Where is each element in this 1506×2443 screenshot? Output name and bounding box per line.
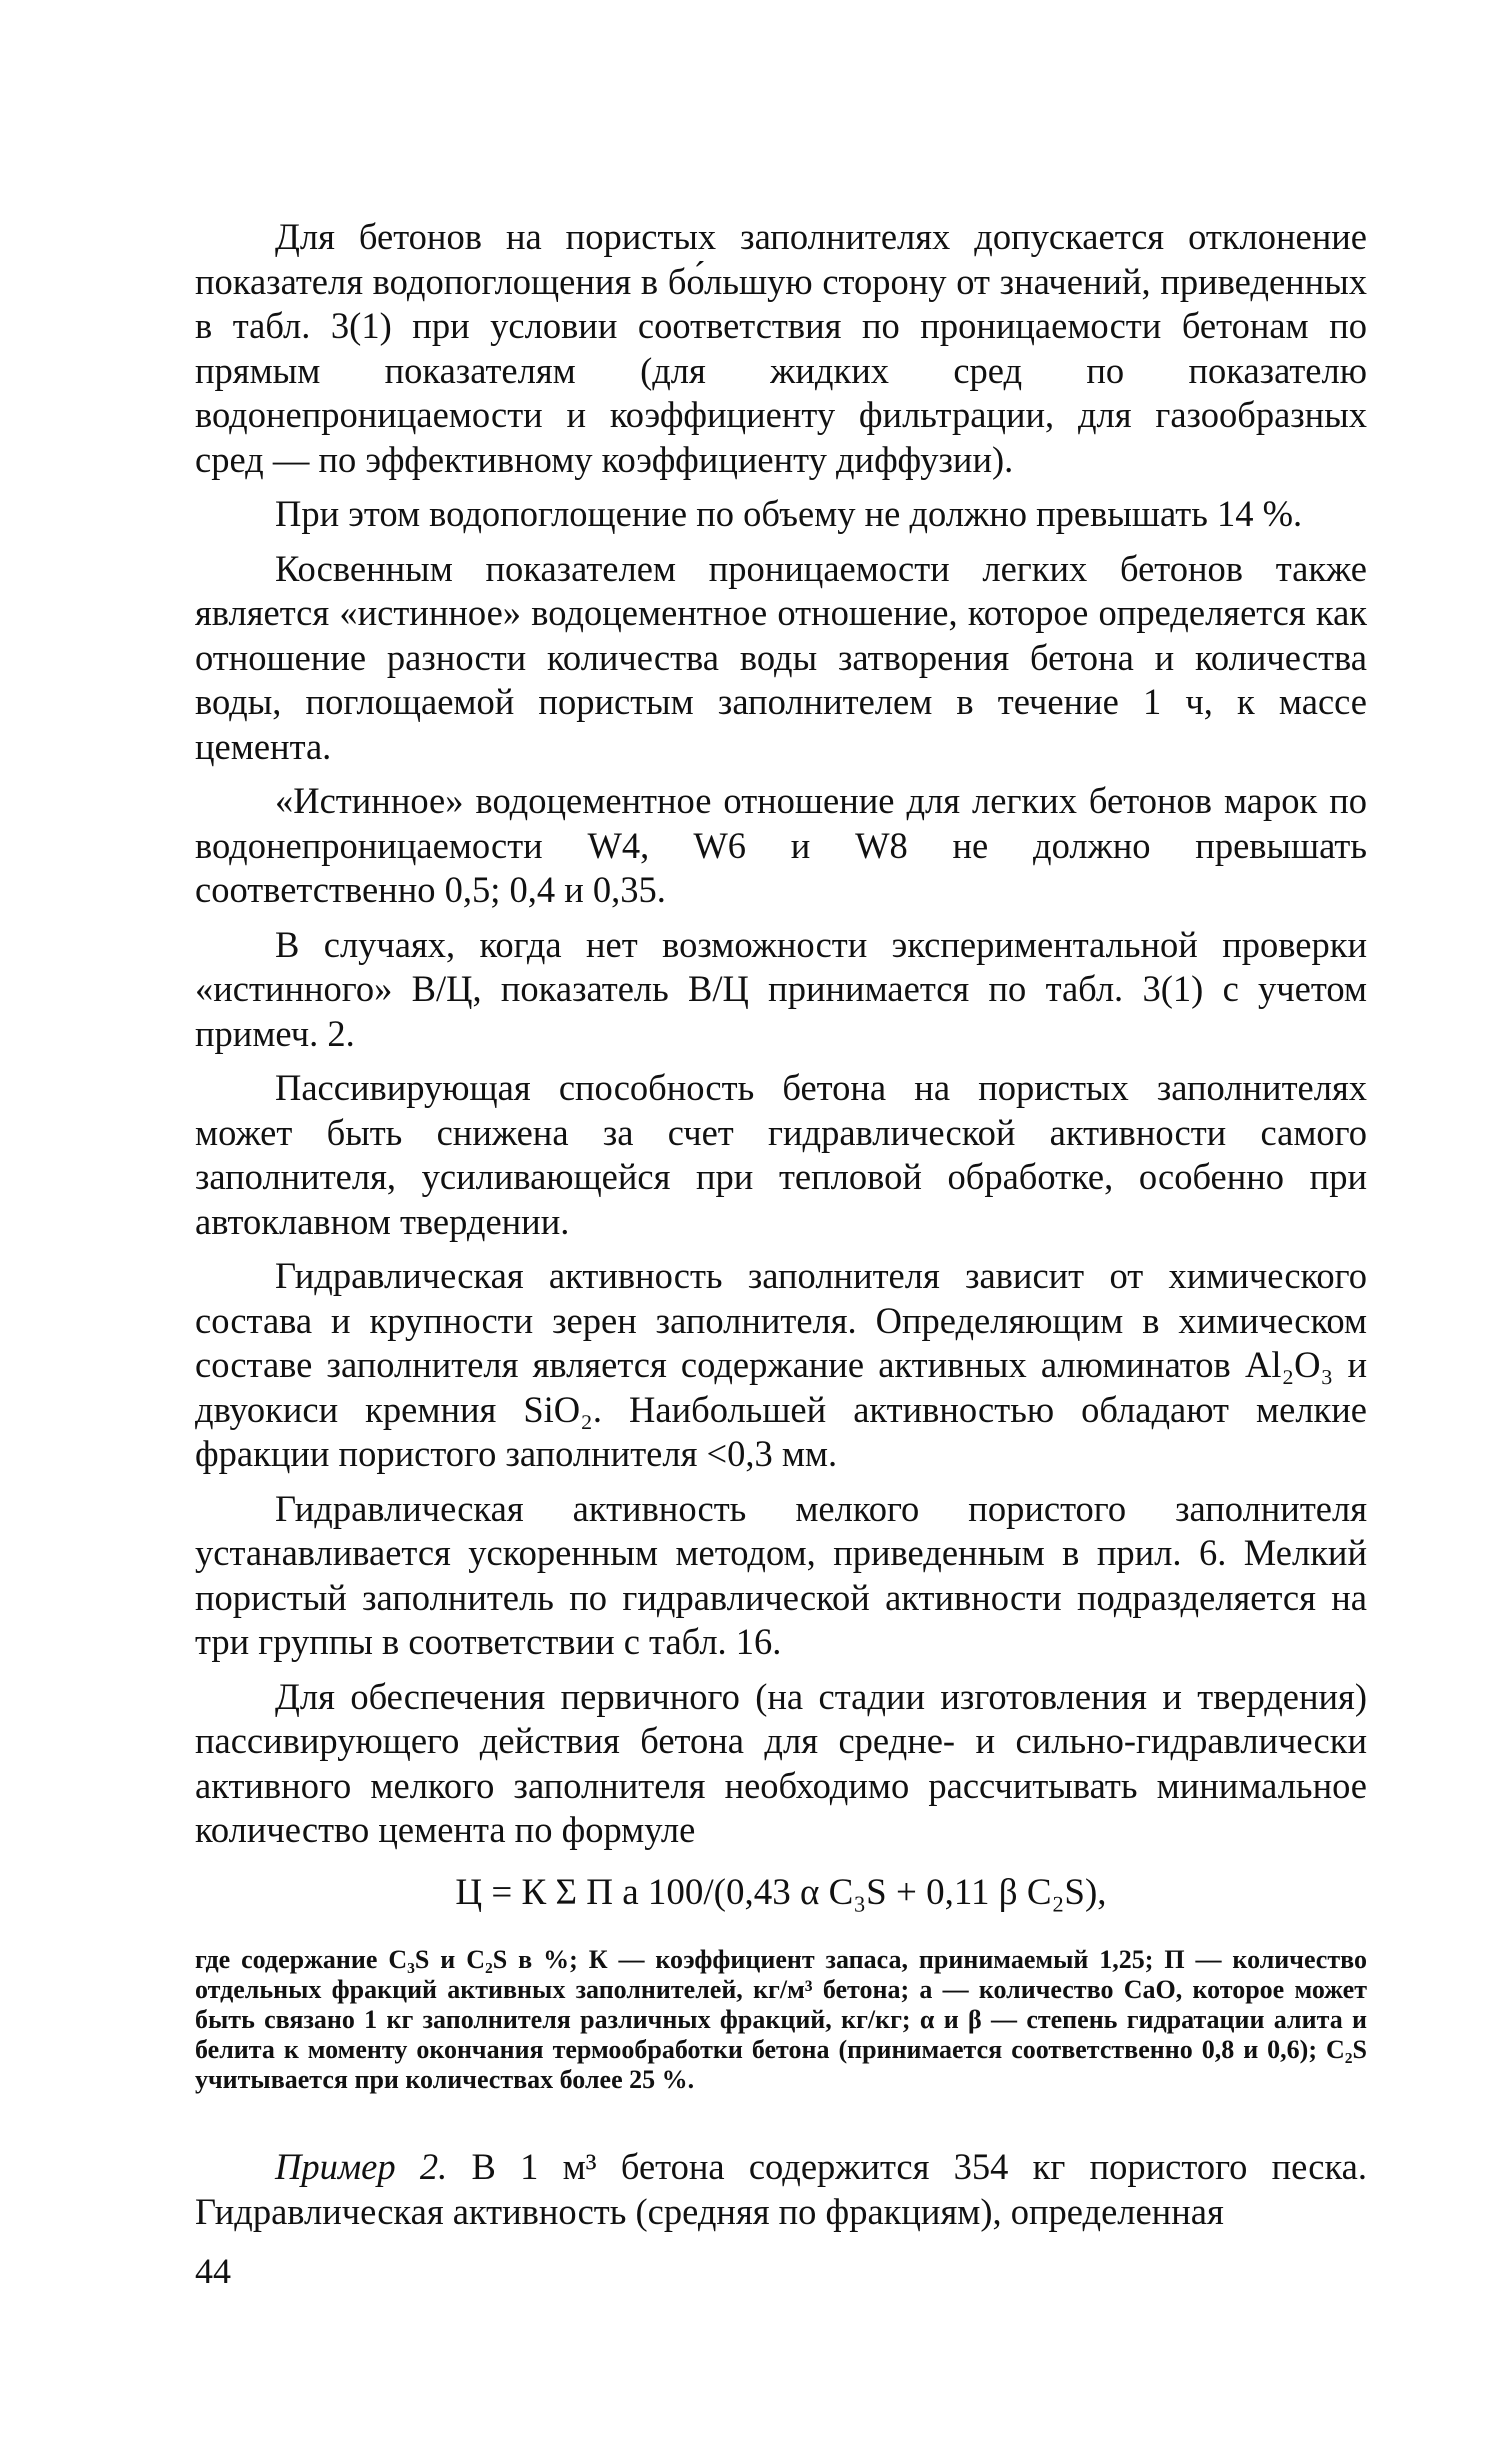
- paragraph: Для бетонов на пористых заполнителях допускается отклонение показателя водопоглощения в бо́льшую сторону от значений, приведенных в табл. 3(1) при условии соответствия по проницаемости бетонам по прямым показателям (для жидких сред по показателю водонепроницаемости и коэффициенту фильтрации, для газообразных сред — по эффективному коэффициенту диффузии).: [195, 216, 1367, 480]
- paragraph: «Истинное» водоцементное отношение для легких бетонов марок по водонепроницаемости W4, W6 и W8 не должно превышать соответственно 0,5; 0,4 и 0,35.: [195, 780, 1367, 910]
- paragraph: Для обеспечения первичного (на стадии изготовления и твердения) пассивирующего действия бетона для средне- и сильно-гидравлически активного мелкого заполнителя необходимо рассчитывать минимальное количество цемента по формуле: [195, 1675, 1367, 1850]
- paragraph: Гидравлическая активность мелкого пористого заполнителя устанавливается ускоренным методом, приведенным в прил. 6. Мелкий пористый заполнитель по гидравлической активности подразделяется на три группы в соответствии с табл. 16.: [195, 1487, 1367, 1662]
- paragraph: Косвенным показателем проницаемости легких бетонов также является «истинное» водоцементное отношение, которое определяется как отношение разности количества воды затворения бетона и количества воды, поглощаемой пористым заполнителем в течение 1 ч, к массе цемента.: [195, 547, 1367, 767]
- example-text: В 1 м³ бетона содержится 354 кг пористого песка. Гидравлическая активность (средняя по фракциям), определенная: [195, 2146, 1367, 2232]
- example-label: Пример 2.: [275, 2146, 448, 2187]
- example-paragraph: [195, 2145, 1367, 2234]
- paragraph: Гидравлическая активность заполнителя зависит от химического состава и крупности зерен заполнителя. Определяющим в химическом составе заполнителя является содержание активных алюминатов Al₂O₃ и двуокиси кремния SiO₂. Наибольшей активностью обладают мелкие фракции пористого заполнителя <0,3 мм.: [195, 1255, 1367, 1474]
- paragraph: В случаях, когда нет возможности экспериментальной проверки «истинного» В/Ц, показатель В/Ц принимается по табл. 3(1) с учетом примеч. 2.: [195, 923, 1367, 1054]
- formula-legend: где содержание C₃S и C₂S в %; К — коэффициент запаса, принимаемый 1,25; П — количество отдельных фракций активных заполнителей, кг/м³ бетона; а — количество CaO, которое может быть связано 1 кг заполнителя различных фракций, кг/кг; α и β — степень гидратации алита и белита к моменту окончания термообработки бетона (принимается соответственно 0,8 и 0,6); C₂S учитывается при количествах более 25 %.: [195, 1945, 1367, 2094]
- paragraph: Пассивирующая способность бетона на пористых заполнителях может быть снижена за счет гидравлической активности самого заполнителя, усиливающейся при тепловой обработке, особенно при автоклавном твердении.: [195, 1067, 1367, 1242]
- page-body: [195, 215, 1367, 2234]
- cement-formula: Ц = К Σ П а 100/(0,43 α C₃S + 0,11 β C₂S),: [455, 1871, 1107, 1913]
- paragraph: При этом водопоглощение по объему не должно превышать 14 %.: [275, 493, 1303, 534]
- page-number: 44: [195, 2251, 231, 2291]
